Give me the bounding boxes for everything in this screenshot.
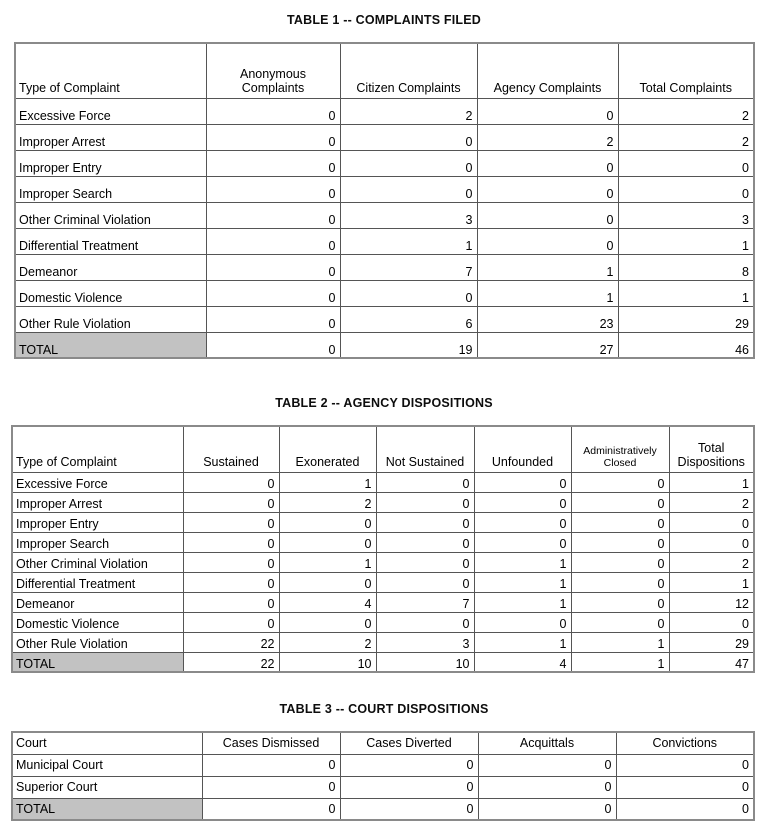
table-1-complaints-filed [14,42,755,359]
cell-value: 0 [474,492,571,512]
table-1-col-agency: Agency Complaints [477,43,618,98]
row-label: Improper Arrest [15,124,206,150]
total-value: 10 [376,652,474,672]
table-row [12,532,754,552]
total-label: TOTAL [12,652,183,672]
cell-value: 0 [477,202,618,228]
row-label: Domestic Violence [12,612,183,632]
table-row [12,754,754,776]
table-2-col-total: Total Dispositions [669,426,754,472]
cell-value: 1 [279,472,376,492]
table-2-col-unfounded: Unfounded [474,426,571,472]
cell-value: 1 [474,632,571,652]
cell-value: 0 [474,472,571,492]
cell-value: 0 [206,98,340,124]
row-label: Other Rule Violation [12,632,183,652]
table-3-header-row [12,732,754,754]
total-value: 0 [616,798,754,820]
cell-value: 1 [474,592,571,612]
cell-value: 22 [183,632,279,652]
cell-value: 0 [571,572,669,592]
cell-value: 3 [618,202,754,228]
cell-value: 1 [474,572,571,592]
table-2-col-admin-closed: Administratively Closed [571,426,669,472]
table-2-agency-dispositions [11,425,755,673]
total-value: 19 [340,332,477,358]
cell-value: 0 [279,612,376,632]
cell-value: 0 [376,532,474,552]
cell-value: 0 [616,776,754,798]
cell-value: 23 [477,306,618,332]
cell-value: 0 [206,202,340,228]
table-row [15,98,754,124]
table-3-court-dispositions [11,731,755,821]
row-label: Excessive Force [12,472,183,492]
cell-value: 0 [477,98,618,124]
total-value: 0 [478,798,616,820]
cell-value: 0 [206,280,340,306]
cell-value: 0 [206,150,340,176]
cell-value: 0 [571,592,669,612]
cell-value: 1 [279,552,376,572]
cell-value: 7 [340,254,477,280]
cell-value: 0 [571,472,669,492]
cell-value: 4 [279,592,376,612]
table-2-col-not-sustained: Not Sustained [376,426,474,472]
table-2-body [12,472,754,672]
cell-value: 0 [206,228,340,254]
cell-value: 2 [279,632,376,652]
cell-value: 0 [376,612,474,632]
total-value: 47 [669,652,754,672]
row-label: Other Rule Violation [15,306,206,332]
table-2-total-row [12,652,754,672]
cell-value: 2 [618,98,754,124]
row-label: Demeanor [12,592,183,612]
cell-value: 0 [206,306,340,332]
table-1-col-citizen: Citizen Complaints [340,43,477,98]
cell-value: 0 [340,776,478,798]
cell-value: 0 [474,612,571,632]
cell-value: 0 [616,754,754,776]
cell-value: 7 [376,592,474,612]
table-3-col-dismissed: Cases Dismissed [202,732,340,754]
cell-value: 0 [183,552,279,572]
cell-value: 0 [183,472,279,492]
cell-value: 0 [571,532,669,552]
table-row [15,150,754,176]
cell-value: 1 [477,254,618,280]
table-3-col-diverted: Cases Diverted [340,732,478,754]
total-value: 0 [206,332,340,358]
row-label: Improper Search [15,176,206,202]
cell-value: 0 [202,754,340,776]
row-label: Improper Entry [15,150,206,176]
cell-value: 0 [376,572,474,592]
table-row [15,176,754,202]
total-value: 46 [618,332,754,358]
table-row [12,512,754,532]
cell-value: 0 [183,512,279,532]
cell-value: 0 [571,612,669,632]
total-label: TOTAL [12,798,202,820]
row-label: Domestic Violence [15,280,206,306]
cell-value: 0 [478,754,616,776]
table-1-col-type: Type of Complaint [15,43,206,98]
cell-value: 0 [183,612,279,632]
table-1-header-row [15,43,754,98]
cell-value: 0 [669,512,754,532]
cell-value: 0 [669,532,754,552]
total-value: 0 [202,798,340,820]
row-label: Improper Entry [12,512,183,532]
table-3-container [11,731,753,821]
table-2-col-exonerated: Exonerated [279,426,376,472]
table-1-body [15,98,754,358]
cell-value: 1 [477,280,618,306]
cell-value: 2 [669,492,754,512]
table-1-title: TABLE 1 -- COMPLAINTS FILED [286,13,482,27]
cell-value: 0 [183,492,279,512]
table-row [15,306,754,332]
cell-value: 0 [571,492,669,512]
table-row [12,592,754,612]
table-2-container [11,425,753,673]
table-row [15,202,754,228]
cell-value: 0 [571,552,669,572]
table-3-col-acquittals: Acquittals [478,732,616,754]
cell-value: 0 [340,150,477,176]
cell-value: 0 [618,150,754,176]
cell-value: 0 [669,612,754,632]
table-row [12,552,754,572]
cell-value: 2 [669,552,754,572]
cell-value: 0 [376,492,474,512]
total-value: 1 [571,652,669,672]
table-row [12,472,754,492]
total-value: 4 [474,652,571,672]
cell-value: 0 [477,228,618,254]
row-label: Excessive Force [15,98,206,124]
total-value: 0 [340,798,478,820]
cell-value: 1 [669,572,754,592]
total-value: 10 [279,652,376,672]
table-row [15,280,754,306]
cell-value: 3 [340,202,477,228]
cell-value: 0 [279,572,376,592]
table-row [12,632,754,652]
cell-value: 2 [340,98,477,124]
cell-value: 0 [376,552,474,572]
table-1-total-row [15,332,754,358]
table-row [15,228,754,254]
cell-value: 1 [340,228,477,254]
total-value: 27 [477,332,618,358]
cell-value: 29 [618,306,754,332]
cell-value: 0 [376,472,474,492]
table-1-container [14,42,753,359]
cell-value: 29 [669,632,754,652]
row-label: Improper Search [12,532,183,552]
cell-value: 0 [376,512,474,532]
row-label: Improper Arrest [12,492,183,512]
cell-value: 0 [202,776,340,798]
row-label: Municipal Court [12,754,202,776]
cell-value: 0 [183,532,279,552]
table-2-col-type: Type of Complaint [12,426,183,472]
total-label: TOTAL [15,332,206,358]
table-1-col-anonymous: Anonymous Complaints [206,43,340,98]
cell-value: 6 [340,306,477,332]
cell-value: 0 [571,512,669,532]
cell-value: 1 [618,228,754,254]
cell-value: 8 [618,254,754,280]
cell-value: 0 [474,512,571,532]
cell-value: 0 [477,150,618,176]
table-3-col-convictions: Convictions [616,732,754,754]
cell-value: 2 [279,492,376,512]
cell-value: 0 [183,592,279,612]
table-row [12,776,754,798]
row-label: Other Criminal Violation [15,202,206,228]
table-row [12,572,754,592]
total-value: 22 [183,652,279,672]
cell-value: 1 [669,472,754,492]
cell-value: 0 [183,572,279,592]
cell-value: 1 [618,280,754,306]
cell-value: 12 [669,592,754,612]
cell-value: 0 [206,254,340,280]
table-row [12,612,754,632]
cell-value: 0 [478,776,616,798]
table-row [12,492,754,512]
cell-value: 0 [206,176,340,202]
table-2-header-row [12,426,754,472]
cell-value: 3 [376,632,474,652]
cell-value: 0 [279,532,376,552]
cell-value: 0 [340,280,477,306]
cell-value: 0 [206,124,340,150]
table-3-total-row [12,798,754,820]
table-row [15,254,754,280]
cell-value: 0 [618,176,754,202]
cell-value: 0 [474,532,571,552]
cell-value: 0 [340,754,478,776]
cell-value: 2 [618,124,754,150]
table-row [15,124,754,150]
table-3-body [12,754,754,820]
table-1-col-total: Total Complaints [618,43,754,98]
row-label: Demeanor [15,254,206,280]
row-label: Differential Treatment [15,228,206,254]
table-2-col-sustained: Sustained [183,426,279,472]
cell-value: 1 [474,552,571,572]
cell-value: 2 [477,124,618,150]
cell-value: 0 [477,176,618,202]
cell-value: 0 [340,176,477,202]
row-label: Other Criminal Violation [12,552,183,572]
table-3-title: TABLE 3 -- COURT DISPOSITIONS [279,702,489,716]
table-3-col-court: Court [12,732,202,754]
table-2-title: TABLE 2 -- AGENCY DISPOSITIONS [275,396,493,410]
cell-value: 0 [279,512,376,532]
row-label: Superior Court [12,776,202,798]
cell-value: 0 [340,124,477,150]
row-label: Differential Treatment [12,572,183,592]
cell-value: 1 [571,632,669,652]
